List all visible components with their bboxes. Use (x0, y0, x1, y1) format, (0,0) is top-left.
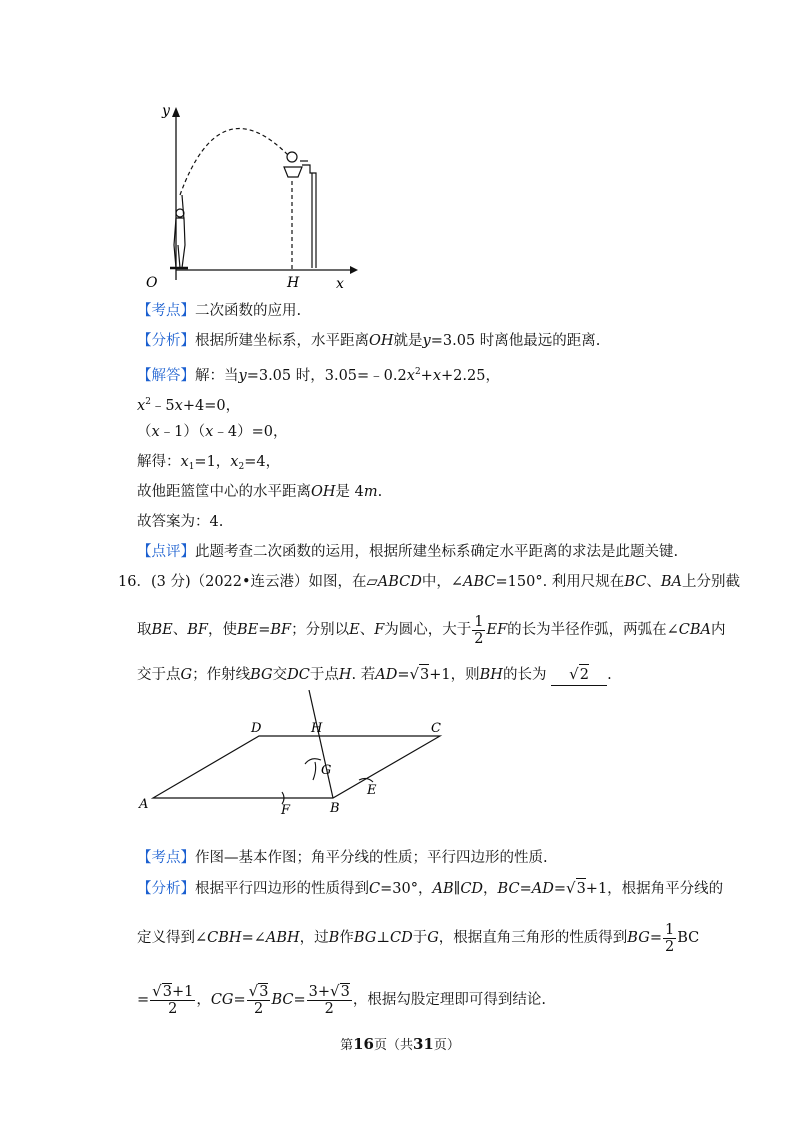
fraction-sqrt3-plus1: $\frac{√3+1}{2}$ (152, 982, 194, 1017)
answer-blank: √2 (551, 664, 607, 686)
ray-bg (309, 690, 333, 798)
label-e: E (367, 783, 377, 798)
kaodian-16: 【考点】作图—基本作图；角平分线的性质；平行四边形的性质. (137, 850, 548, 866)
answer-15: 故答案为：4. (137, 514, 224, 530)
conclusion: 故他距篮筐中心的水平距离OH是 4m. (137, 484, 383, 500)
page-footer: 第16页（共31页） (340, 1035, 460, 1053)
y-axis-label: y (162, 103, 170, 119)
label-a: A (139, 797, 149, 812)
q16-line3: 交于点G；作射线BG交DC于点H. 若AD=√3+1，则BH的长为 √2 . (137, 664, 612, 686)
q16-line1: 16．(3 分)（2022•连云港）如图，在▱ABCD中，∠ABC=150°. 利用尺规在BC、BA上分别截 (118, 574, 740, 590)
label-d: D (251, 721, 262, 736)
x-axis-label: x (336, 276, 344, 292)
origin-label: O (146, 275, 158, 291)
label-b: B (330, 801, 340, 816)
label-c: C (431, 721, 441, 736)
fenxi-15: 【分析】根据所建坐标系，水平距离OH就是y=3.05 时离他最远的距离. (137, 333, 601, 349)
arc-g1 (305, 759, 321, 764)
fenxi-16-line2: 定义得到∠CBH=∠ABH，过B作BG⊥CD于G，根据直角三角形的性质得到BG= $\frac{1}{2}$ BC (137, 921, 700, 955)
arc-g2 (313, 762, 316, 780)
equation-1: $x^2﹣5x+4=0$， (137, 397, 241, 414)
fraction-3-plus-sqrt3: $\frac{3+√3}{2}$ (308, 982, 350, 1017)
figure-parallelogram (135, 690, 455, 820)
fraction-sqrt3: $\frac{√3}{2}$ (248, 982, 269, 1017)
label-f: F (281, 803, 291, 818)
y-axis-arrow (172, 107, 180, 117)
parallelogram-abcd (153, 736, 440, 798)
x-axis-arrow (350, 266, 358, 274)
fraction-half-2: $\frac{1}{2}$ (664, 921, 675, 955)
fenxi-16-line1: 【分析】根据平行四边形的性质得到C=30°，AB∥CD，BC=AD=√3+1，根据角平分线的 (137, 879, 724, 897)
dianping-15: 【点评】此题考查二次函数的运用，根据所建坐标系确定水平距离的求法是此题关键. (137, 544, 679, 560)
player-icon (170, 195, 188, 268)
fraction-half: $\frac{1}{2}$ (474, 613, 484, 647)
equation-2: （x﹣1）（x﹣4）=0， (137, 424, 288, 440)
hoop-icon (284, 152, 316, 268)
h-label: H (287, 275, 300, 291)
label-g: G (321, 763, 332, 778)
kaodian-15: 【考点】二次函数的应用. (137, 303, 302, 319)
label-h: H (311, 721, 323, 736)
fenxi-16-line3: = $\frac{√3+1}{2}$ ，CG= $\frac{√3}{2}$ BC= $\frac{3+√3}{2}$ ，根据勾股定理即可得到结论. (137, 982, 546, 1017)
q16-line2: 取BE、BF，使BE=BF；分别以E、F为圆心，大于 $\frac{1}{2}$ EF的长为半径作弧，两弧在∠CBA内 (137, 613, 726, 647)
figure-basketball (140, 95, 370, 295)
trajectory (180, 129, 290, 195)
jieda-15: 【解答】解：当y=3.05 时，$3.05=﹣0.2x^2+x+2.25$， (137, 367, 500, 384)
solution: 解得：$x_1=1$，$x_2=4$， (137, 454, 281, 472)
